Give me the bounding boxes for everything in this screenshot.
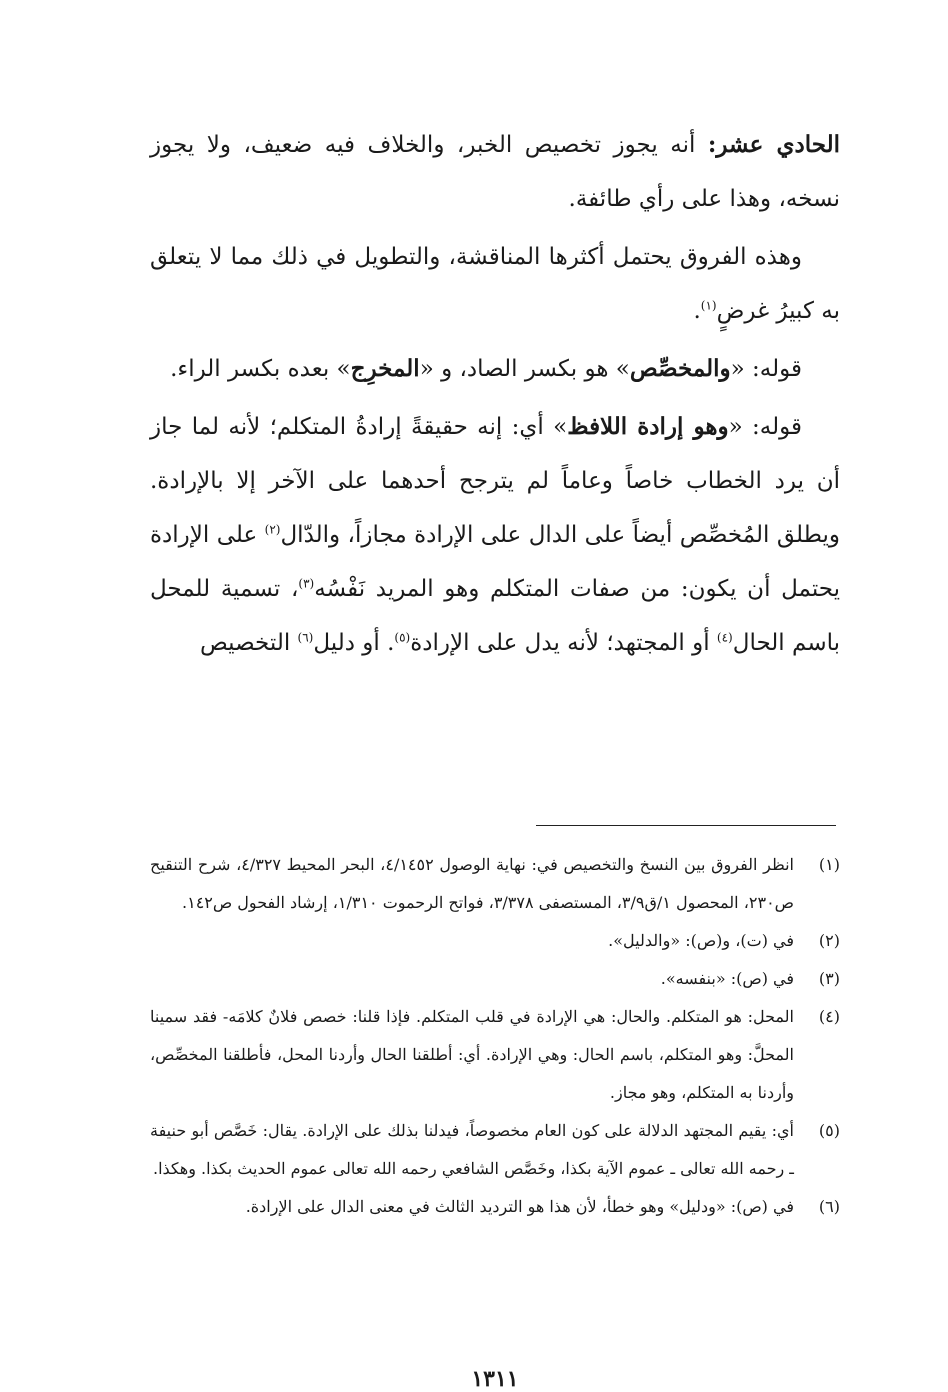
paragraph-4-part: ، تسمية للمحل باسم الحال	[150, 576, 840, 656]
term-iradat-al-lafiz: وهو إرادة اللافظ	[567, 413, 729, 440]
footnote-divider	[536, 825, 836, 826]
paragraph-1	[150, 118, 840, 226]
paragraph-4-part: . أو دليل	[313, 630, 395, 656]
paragraph-3-part: » بعده بكسر الراء.	[170, 356, 351, 382]
footnote-text: انظر الفروق بين النسخ والتخصيص في: نهاية الوصول ٤/١٤٥٢، البحر المحيط ٤/٣٢٧، شرح التنقيح ص٢٣٠، المحصول ١/ق٣/٩، المستصفى ٣/٣٧٨، فواتح الرحموت ١/٣١٠، إرشاد الفحول ص١٤٢.	[150, 855, 795, 912]
footnote-ref-4[interactable]: (٤)	[716, 630, 733, 645]
footnote-1	[150, 846, 840, 922]
footnote-ref-2[interactable]: (٢)	[264, 522, 281, 537]
footnotes	[150, 846, 840, 1226]
footnote-number: (٤)	[818, 1007, 840, 1026]
paragraph-4-part: على الإرادة يحتمل أن يكون: من صفات المتكلم وهو المريد نَفْسُه	[150, 522, 841, 602]
paragraph-1-text: أنه يجوز تخصيص الخبر، والخلاف فيه ضعيف، ولا يجوز نسخه، وهذا على رأي طائفة.	[150, 132, 840, 212]
footnote-number: (٦)	[818, 1197, 840, 1216]
footnote-5	[150, 1112, 840, 1188]
footnote-3	[150, 960, 840, 998]
footnote-6	[150, 1188, 840, 1226]
page-number: ١٣١١	[471, 1366, 519, 1392]
footnote-number: (١)	[818, 855, 840, 874]
footnote-number: (٢)	[818, 931, 840, 950]
paragraph-4-part: التخصيص	[199, 630, 298, 656]
paragraph-3-part: » هو بكسر الصاد، و «	[419, 356, 630, 382]
term-mukhrij: المخرِج	[350, 355, 420, 382]
footnote-number: (٣)	[818, 969, 840, 988]
footnote-ref-6[interactable]: (٦)	[297, 630, 314, 645]
heading-eleventh: الحادي عشر:	[707, 131, 840, 158]
footnote-text: أي: يقيم المجتهد الدلالة على كون العام مخصوصاً، فيدلنا بذلك على الإرادة. يقال: خَصَّص أبو حنيفة ـ رحمه الله تعالى ـ عموم الآية بكذا، وخَصَّص الشافعي رحمه الله تعالى عموم الحديث بكذا. وهكذا.	[150, 1121, 794, 1178]
paragraph-4-part: قوله: «	[728, 414, 803, 440]
footnote-ref-1[interactable]: (١)	[700, 298, 717, 313]
paragraph-4-part: أو المجتهد؛ لأنه يدل على الإرادة	[410, 630, 717, 656]
term-mukhassis: والمخصِّص	[629, 355, 731, 382]
footnote-text: في (ص): «بنفسه».	[660, 969, 794, 988]
paragraph-4	[150, 400, 840, 670]
main-text	[150, 118, 840, 670]
footnote-ref-3[interactable]: (٣)	[298, 576, 315, 591]
paragraph-2-end: .	[693, 298, 701, 324]
paragraph-3-part: قوله: «	[730, 356, 802, 382]
footnote-ref-5[interactable]: (٥)	[394, 630, 411, 645]
footnote-text: في (ت)، و(ص): «والدليل».	[608, 931, 794, 950]
page	[150, 118, 841, 1392]
footnote-number: (٥)	[818, 1121, 840, 1140]
footnote-text: المحل: هو المتكلم. والحال: هي الإرادة في قلب المتكلم. فإذا قلنا: خصص فلانٌ كلامَه- فقد سمينا المحلَّ: وهو المتكلم، باسم الحال: وهي الإرادة. أي: أطلقنا الحال وأردنا المحل، فأطلقنا المخصِّص، وأردنا به المتكلم، وهو مجاز.	[150, 1007, 794, 1102]
footnote-2	[150, 922, 840, 960]
paragraph-4-part: » أي: إنه حقيقةً إرادةُ المتكلم؛ لأنه لما جاز أن يرد الخطاب خاصاً وعاماً لم يترجح أحدهما على الآخر إلا بالإرادة. ويطلق المُخصِّص أيضاً على الدال على الإرادة مجازاً، والدّال	[150, 414, 840, 548]
paragraph-2-text: وهذه الفروق يحتمل أكثرها المناقشة، والتطويل في ذلك مما لا يتعلق به كبيرُ غرضٍ	[150, 244, 840, 324]
paragraph-2	[150, 230, 840, 338]
footnote-text: في (ص): «ودليل» وهو خطأ، لأن هذا هو الترديد الثالث في معنى الدال على الإرادة.	[245, 1197, 794, 1216]
paragraph-3	[150, 342, 840, 396]
footnote-4	[150, 998, 840, 1112]
